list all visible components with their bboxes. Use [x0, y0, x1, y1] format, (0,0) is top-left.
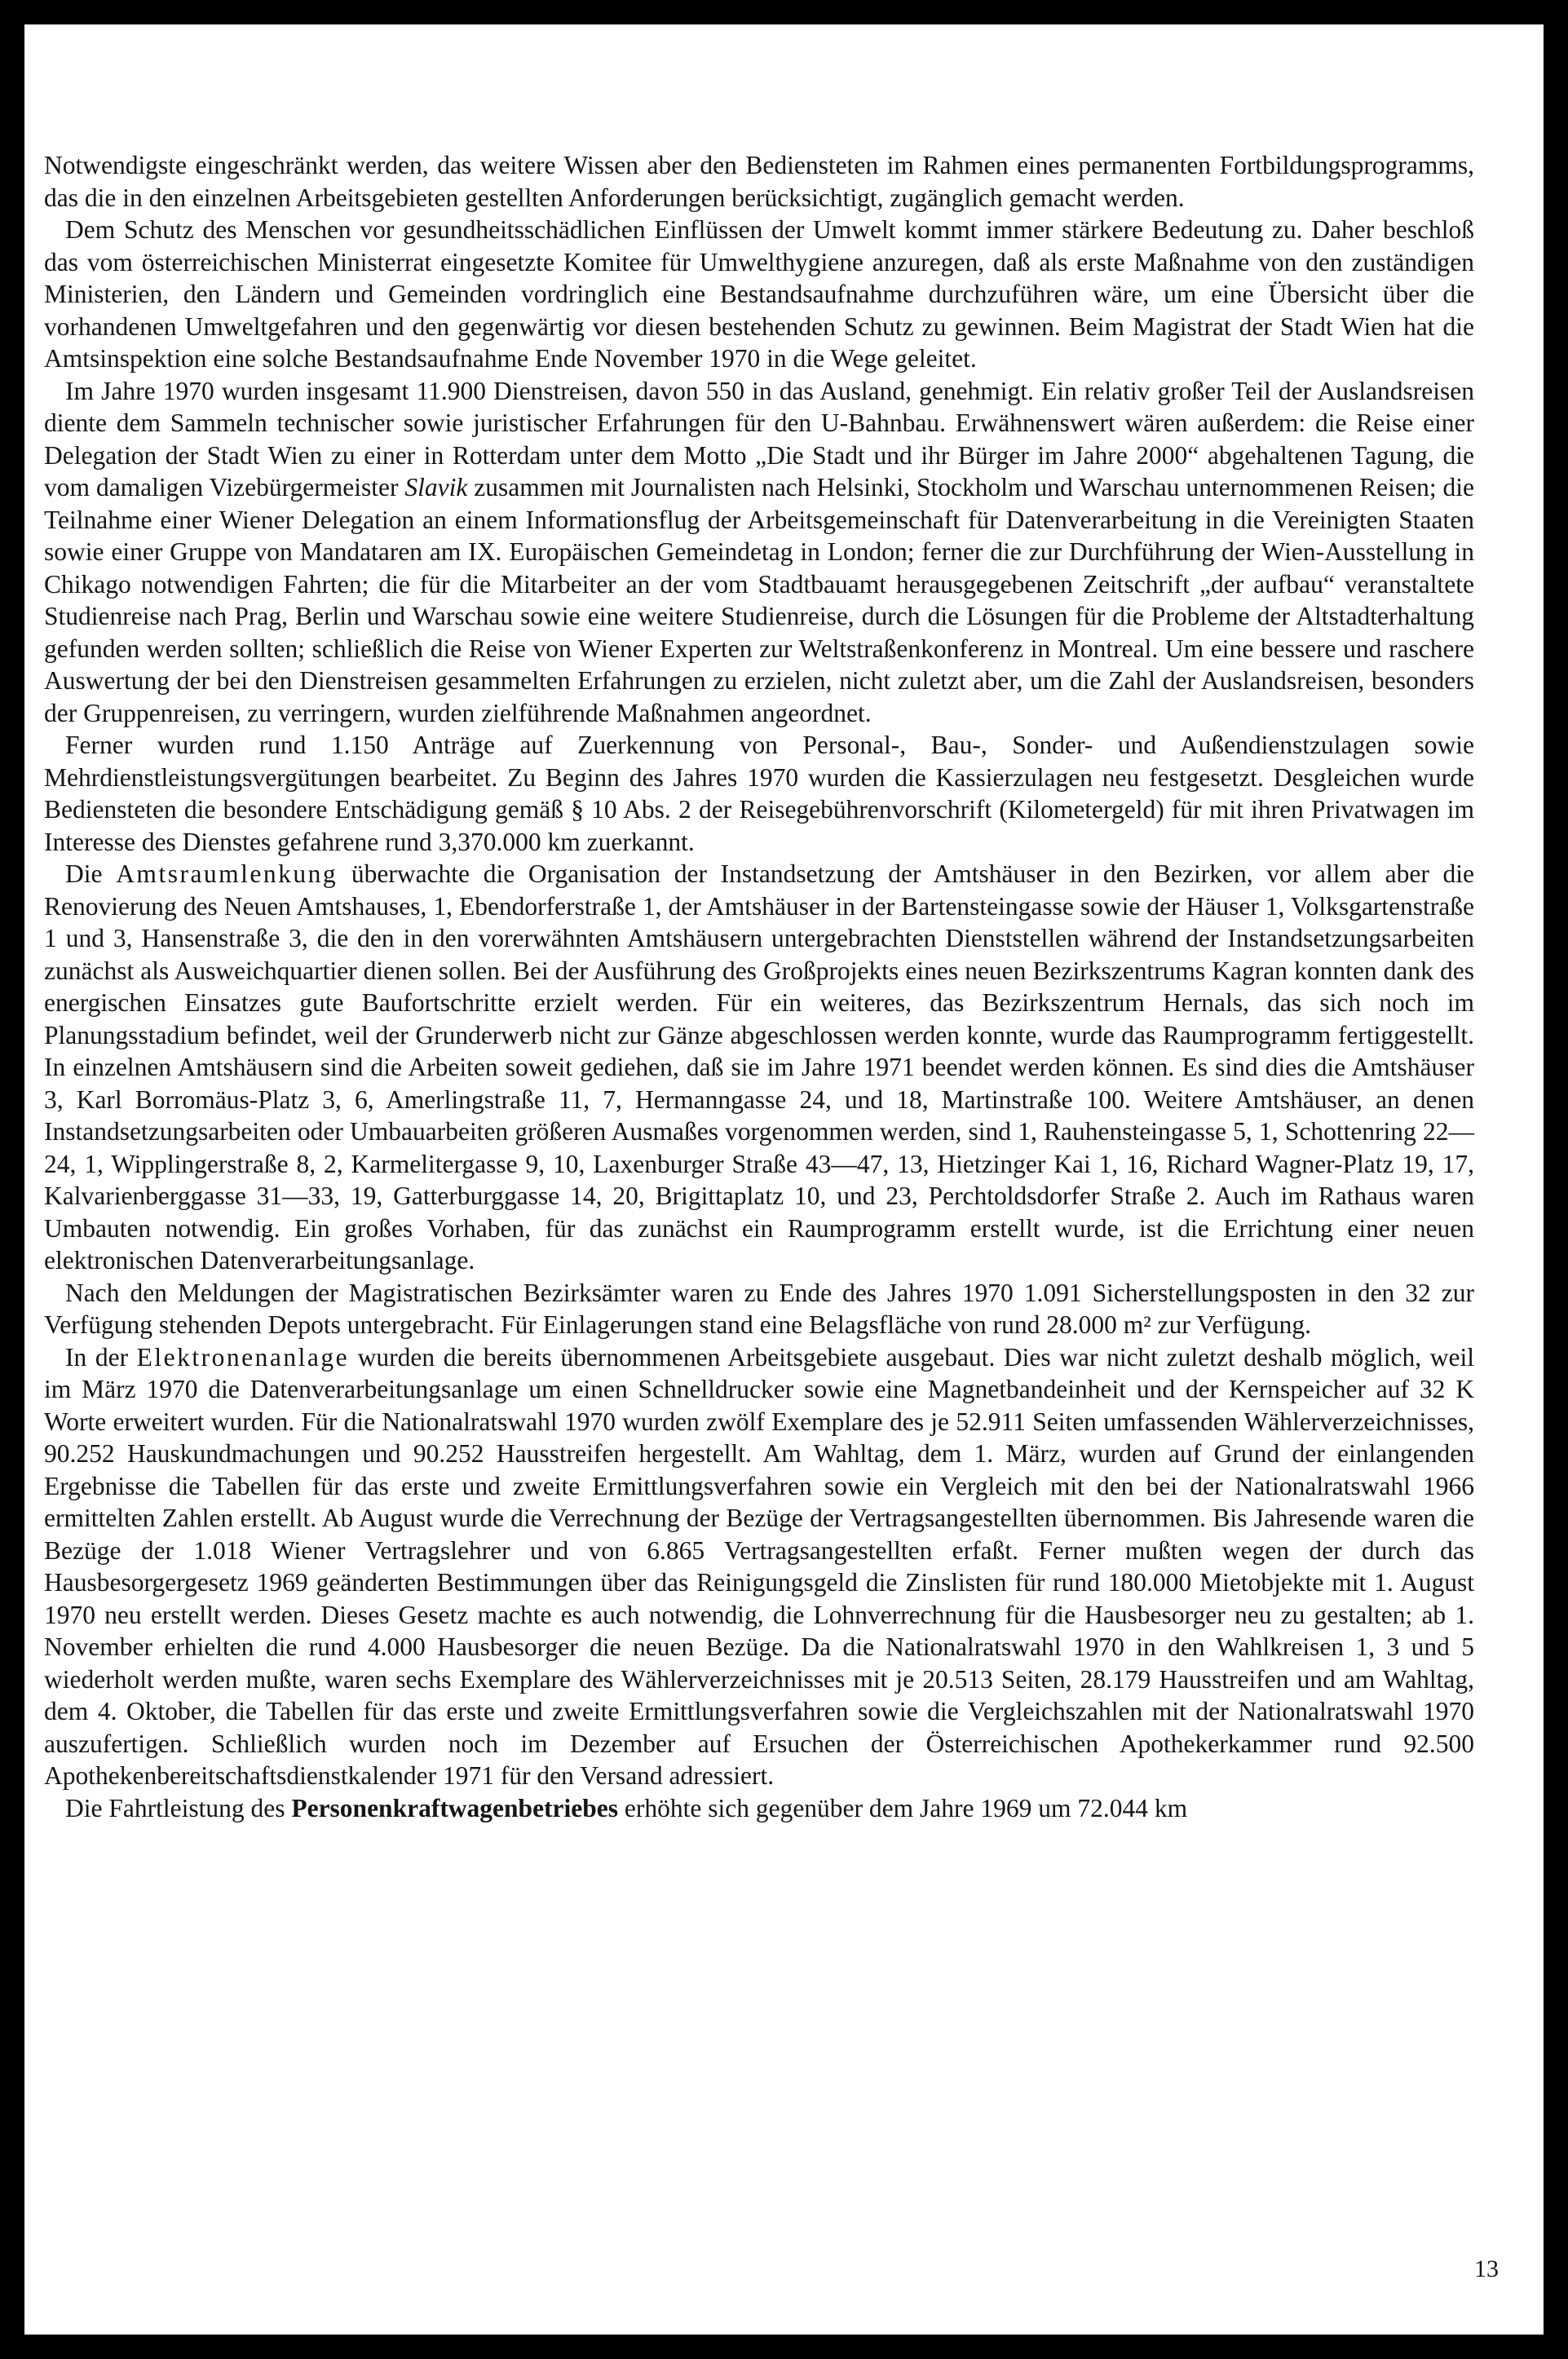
- page-number: 13: [1474, 2255, 1499, 2282]
- paragraph: [44, 214, 1474, 375]
- text-run: Dem Schutz des Menschen vor gesundheitsschädlichen Einflüssen der Umwelt kommt immer stärkere Bedeutung zu. Daher beschloß das vom österreichischen Ministerrat eingesetzte Komitee für Umwelthygiene anzuregen, daß als erste Maßnahme von den zuständigen Ministerien, den Ländern und Gemeinden vordringlich eine Bestandsaufnahme durchzuführen wäre, um eine Übersicht über die vorhandenen Umweltgefahren und den gegenwärtig vor diesen bestehenden Schutz zu gewinnen. Beim Magistrat der Stadt Wien hat die Amtsinspektion eine solche Bestandsaufnahme Ende November 1970 in die Wege geleitet.: [44, 215, 1474, 373]
- text-run: Im Jahre 1970 wurden insgesamt 11.900 Dienstreisen, davon 550 in das Ausland, genehmigt. Ein relativ großer Teil der Auslandsreisen diente dem Sammeln technischer sowie juristischer Erfahrungen für den U-Bahnbau. Erwähnenswert wären außerdem: die Reise einer Delegation der Stadt Wien zu einer in Rotterdam unter dem Motto „Die Stadt und ihr Bürger im Jahre 2000“ abgehaltenen Tagung, die vom damaligen Vizebürgermeister: [44, 376, 1474, 501]
- text-run: Notwendigste eingeschränkt werden, das weitere Wissen aber den Bediensteten im Rahmen eines permanenten Fortbildungsprogramms, das die in den einzelnen Arbeitsgebieten gestellten Anforderungen berücksichtigt, zugänglich gemacht werden.: [44, 151, 1474, 212]
- emphasized-term: Personenkraftwagenbetriebes: [291, 1793, 619, 1822]
- paragraph: [44, 858, 1474, 1277]
- body-text: [44, 149, 1474, 1824]
- document-page: [24, 24, 1544, 2335]
- text-run: erhöhte sich gegenüber dem Jahre 1969 um 72.044 km: [618, 1793, 1188, 1822]
- text-run: wurden die bereits übernommenen Arbeitsgebiete ausgebaut. Dies war nicht zuletzt deshalb möglich, weil im März 1970 die Datenverarbeitungsanlage um einen Schnelldrucker sowie eine Magnetbandeinheit und der Kernspeicher auf 32 K Worte erweitert wurden. Für die Nationalratswahl 1970 wurden zwölf Exemplare des je 52.911 Seiten umfassenden Wählerverzeichnisses, 90.252 Hauskundmachungen und 90.252 Hausstreifen hergestellt. Am Wahltag, dem 1. März, wurden auf Grund der einlangenden Ergebnisse die Tabellen für das erste und zweite Ermittlungsverfahren sowie ein Vergleich mit den bei der Nationalratswahl 1966 ermittelten Zahlen erstellt. Ab August wurde die Verrechnung der Bezüge der Vertragsangestellten übernommen. Bis Jahresende waren die Bezüge der 1.018 Wiener Vertragslehrer und von 6.865 Vertragsangestellten erfaßt. Ferner mußten wegen der durch das Hausbesorgergesetz 1969 geänderten Bestimmungen über das Reinigungsgeld die Zinslisten für rund 180.000 Mietobjekte mit 1. August 1970 neu erstellt werden. Dieses Gesetz machte es auch notwendig, die Lohnverrechnung für die Hausbesorger neu zu gestalten; ab 1. November erhielten die rund 4.000 Hausbesorger die neuen Bezüge. Da die Nationalratswahl 1970 in den Wahlkreisen 1, 3 und 5 wiederholt werden mußte, waren sechs Exemplare des Wählerverzeichnisses mit je 20.513 Seiten, 28.179 Hausstreifen und am Wahltag, dem 4. Oktober, die Tabellen für das erste und zweite Ermittlungsverfahren sowie die Vergleichszahlen mit der Nationalratswahl 1970 auszufertigen. Schließlich wurden noch im Dezember auf Ersuchen der Österreichischen Apothekerkammer rund 92.500 Apothekenbereitschaftsdienstkalender 1971 für den Versand adressiert.: [44, 1342, 1474, 1790]
- text-run: Ferner wurden rund 1.150 Anträge auf Zuerkennung von Personal-, Bau-, Sonder- und Außendienstzulagen sowie Mehrdienstleistungsvergütungen bearbeitet. Zu Beginn des Jahres 1970 wurden die Kassierzulagen neu festgesetzt. Desgleichen wurde Bediensteten die besondere Entschädigung gemäß § 10 Abs. 2 der Reisegebührenvorschrift (Kilometergeld) für mit ihren Privatwagen im Interesse des Dienstes gefahrene rund 3,370.000 km zuerkannt.: [44, 731, 1474, 856]
- paragraph: [44, 149, 1474, 214]
- paragraph: [44, 1792, 1474, 1825]
- text-run: Nach den Meldungen der Magistratischen Bezirksämter waren zu Ende des Jahres 1970 1.091 Sicherstellungsposten in den 32 zur Verfügung stehenden Depots untergebracht. Für Einlagerungen stand eine Belagsfläche von rund 28.000 m² zur Verfügung.: [44, 1278, 1474, 1339]
- text-run: zusammen mit Journalisten nach Helsinki, Stockholm und Warschau unternommenen Reisen; die Teilnahme einer Wiener Delegation an einem Informationsflug der Arbeitsgemeinschaft für Datenverarbeitung in die Vereinigten Staaten sowie einer Gruppe von Mandataren am IX. Europäischen Gemeindetag in London; ferner die zur Durchführung der Wien-Ausstellung in Chikago notwendigen Fahrten; die für die Mitarbeiter an der vom Stadtbauamt herausgegebenen Zeitschrift „der aufbau“ veranstaltete Studienreise nach Prag, Berlin und Warschau sowie eine weitere Studienreise, durch die Lösungen für die Probleme der Altstadterhaltung gefunden werden sollten; schließlich die Reise von Wiener Experten zur Weltstraßenkonferenz in Montreal. Um eine bessere und raschere Auswertung der bei den Dienstreisen gesammelten Erfahrungen zu erzielen, nicht zuletzt aber, um die Zahl der Auslandsreisen, besonders der Gruppenreisen, zu verringern, wurden zielführende Maßnahmen angeordnet.: [44, 473, 1474, 727]
- paragraph: [44, 1341, 1474, 1792]
- paragraph: [44, 1277, 1474, 1341]
- paragraph: [44, 729, 1474, 858]
- text-run: In der: [65, 1342, 137, 1372]
- emphasized-term: Slavik: [404, 473, 468, 501]
- paragraph: [44, 375, 1474, 730]
- text-run: Die: [65, 859, 117, 888]
- text-run: überwachte die Organisation der Instandsetzung der Amtshäuser in den Bezirken, vor allem aber die Renovierung des Neuen Amtshauses, 1, Ebendorferstraße 1, der Amtshäuser in der Bartensteingasse sowie der Häuser 1, Volksgartenstraße 1 und 3, Hansenstraße 3, die den in den vorerwähnten Amtshäusern untergebrachten Dienststellen während der Instandsetzungsarbeiten zunächst als Ausweichquartier dienen sollen. Bei der Ausführung des Großprojekts eines neuen Bezirkszentrums Kagran konnten dank des energischen Einsatzes gute Baufortschritte erzielt werden. Für ein weiteres, das Bezirkszentrum Hernals, das sich noch im Planungsstadium befindet, weil der Grunderwerb nicht zur Gänze abgeschlossen werden konnte, wurde das Raumprogramm fertiggestellt. In einzelnen Amtshäusern sind die Arbeiten soweit gediehen, daß sie im Jahre 1971 beendet werden können. Es sind dies die Amtshäuser 3, Karl Borromäus-Platz 3, 6, Amerlingstraße 11, 7, Hermanngasse 24, und 18, Martinstraße 100. Weitere Amtshäuser, an denen Instandsetzungsarbeiten oder Umbauarbeiten größeren Ausmaßes vorgenommen werden, sind 1, Rauhensteingasse 5, 1, Schottenring 22—24, 1, Wipplingerstraße 8, 2, Karmelitergasse 9, 10, Laxenburger Straße 43—47, 13, Hietzinger Kai 1, 16, Richard Wagner-Platz 19, 17, Kalvarienberggasse 31—33, 19, Gatterburggasse 14, 20, Brigittaplatz 10, und 23, Perchtoldsdorfer Straße 2. Auch im Rathaus waren Umbauten notwendig. Ein großes Vorhaben, für das zunächst ein Raumprogramm erstellt wurde, ist die Errichtung einer neuen elektronischen Datenverarbeitungsanlage.: [44, 859, 1474, 1274]
- emphasized-term: Elektronenanlage: [136, 1342, 350, 1372]
- emphasized-term: Amtsraumlenkung: [116, 859, 338, 888]
- text-run: Die Fahrtleistung des: [65, 1793, 292, 1822]
